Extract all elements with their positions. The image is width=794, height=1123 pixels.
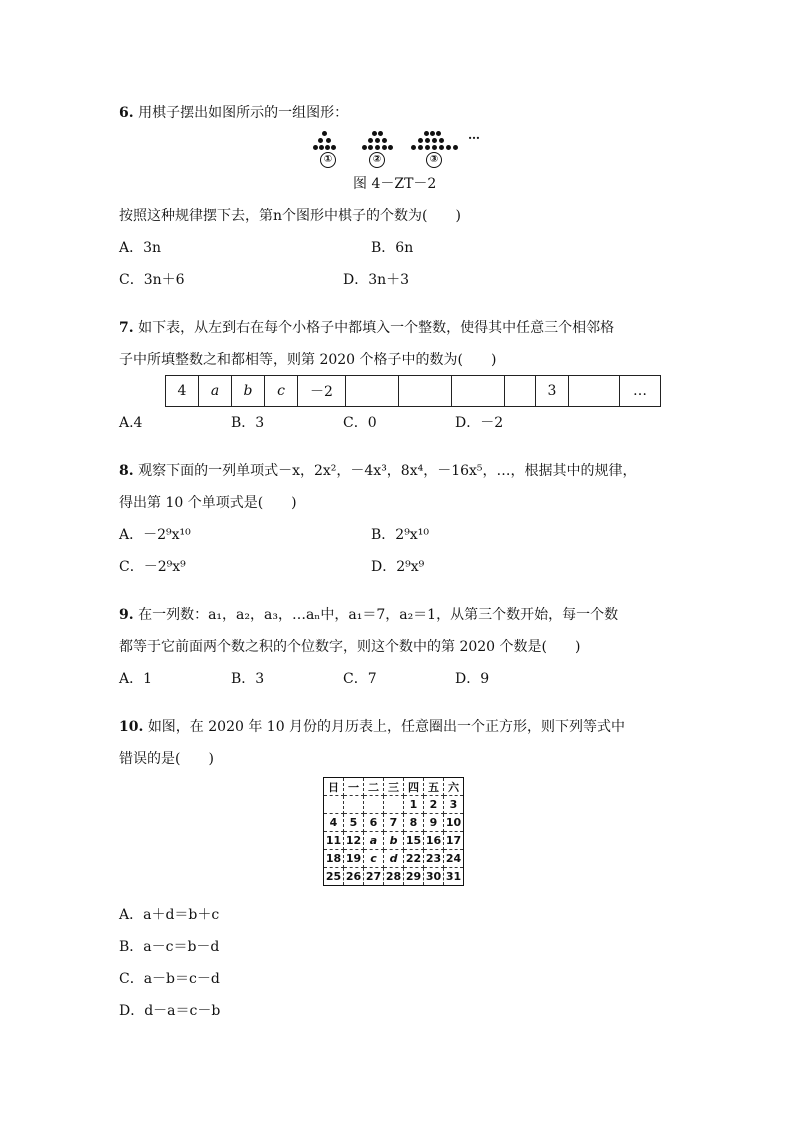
calendar-weekday: 二 [364, 778, 384, 796]
piece-dot [439, 145, 444, 150]
piece-dot [432, 145, 437, 150]
q6-stem [119, 103, 348, 123]
q7-number-strip [165, 375, 661, 407]
piece-dot [425, 145, 430, 150]
q8-option-a: A．－2⁹x¹⁰ [119, 527, 191, 543]
calendar-day: b [384, 832, 404, 850]
q7-option-c: C．0 [343, 415, 377, 431]
piece-dot [418, 145, 423, 150]
piece-dot [446, 145, 451, 150]
q10-option-a: A．a＋d＝b＋c [119, 907, 220, 923]
piece-dot [318, 138, 323, 143]
q6-stem-text: 用棋子摆出如图所示的一组图形： [138, 105, 349, 121]
piece-dot [382, 138, 387, 143]
q8-stem-line1 [119, 461, 637, 481]
fig-label-3: ③ [426, 152, 442, 168]
strip-cell: －2 [298, 376, 346, 407]
piece-dot [375, 138, 380, 143]
calendar-day: 2 [424, 796, 444, 814]
q10-stem-line2: 错误的是( ) [119, 751, 214, 767]
calendar-day: a [364, 832, 384, 850]
calendar-day: 4 [324, 814, 344, 832]
calendar-day: 19 [344, 850, 364, 868]
q10-number: 10. [119, 719, 144, 735]
q9-option-b: B．3 [231, 671, 265, 687]
calendar-day: 30 [424, 868, 444, 886]
figure-ellipsis: … [468, 128, 480, 142]
calendar-day: 12 [344, 832, 364, 850]
piece-dot [322, 131, 327, 136]
calendar-day: d [384, 850, 404, 868]
calendar-day: 17 [444, 832, 464, 850]
strip-cell: c [265, 376, 298, 407]
calendar-day: 5 [344, 814, 364, 832]
piece-dot [368, 138, 373, 143]
calendar-day: 27 [364, 868, 384, 886]
piece-dot [388, 145, 393, 150]
calendar-week-row [324, 850, 464, 868]
calendar-day: 8 [404, 814, 424, 832]
piece-dot [375, 145, 380, 150]
calendar-day: 18 [324, 850, 344, 868]
q7-number: 7. [119, 320, 134, 336]
strip-cell: b [232, 376, 265, 407]
q8-line1-text: 观察下面的一列单项式－x，2x²，－4x³，8x⁴，－16x⁵，…，根据其中的规律， [138, 463, 637, 479]
q10-option-b: B．a－c＝b－d [119, 939, 220, 955]
q9-option-c: C．7 [343, 671, 377, 687]
calendar-weekday: 五 [424, 778, 444, 796]
q7-stem-line1 [119, 318, 614, 338]
calendar-weekday: 四 [404, 778, 424, 796]
calendar-day: 25 [324, 868, 344, 886]
piece-dot [425, 138, 430, 143]
calendar-day: 31 [444, 868, 464, 886]
strip-cell: a [199, 376, 232, 407]
piece-dot [453, 145, 458, 150]
calendar-day: 9 [424, 814, 444, 832]
q6-figure [310, 128, 490, 168]
calendar-weekday: 三 [384, 778, 404, 796]
q6-option-a: A．3n [119, 240, 162, 256]
piece-dot [372, 131, 377, 136]
calendar-day [344, 796, 364, 814]
calendar-day: 11 [324, 832, 344, 850]
strip-cell [505, 376, 536, 407]
q8-option-d: D．2⁹x⁹ [371, 559, 425, 575]
q9-stem-line2: 都等于它前面两个数之积的个位数字，则这个数中的第 2020 个数是( ) [119, 639, 581, 655]
q8-option-b: B．2⁹x¹⁰ [371, 527, 429, 543]
piece-dot [313, 145, 318, 150]
q7-stem-line2: 子中所填整数之和都相等，则第 2020 个格子中的数为( ) [119, 352, 497, 368]
fig-label-2: ② [369, 152, 385, 168]
piece-dot [319, 145, 324, 150]
calendar-weekday: 六 [444, 778, 464, 796]
piece-dot [439, 138, 444, 143]
q6-option-d: D．3n＋3 [343, 272, 410, 288]
calendar-day [384, 796, 404, 814]
q9-number: 9. [119, 607, 134, 623]
calendar-header-row [324, 778, 464, 796]
calendar-day: 10 [444, 814, 464, 832]
piece-dot [424, 131, 429, 136]
calendar-week-row [324, 796, 464, 814]
piece-dot [430, 131, 435, 136]
calendar-week-row [324, 868, 464, 886]
q10-option-d: D．d－a＝c－b [119, 1003, 221, 1019]
calendar-day: 29 [404, 868, 424, 886]
calendar-day: c [364, 850, 384, 868]
piece-dot [325, 145, 330, 150]
q9-option-a: A．1 [119, 671, 153, 687]
calendar-day: 26 [344, 868, 364, 886]
q7-option-b: B．3 [231, 415, 265, 431]
q6-figure-caption: 图 4－ZT－2 [353, 176, 437, 192]
strip-cell: 4 [166, 376, 199, 407]
q6-option-c: C．3n＋6 [119, 272, 185, 288]
piece-dot [362, 145, 367, 150]
q10-stem-line1 [119, 717, 625, 737]
q7-option-d: D．－2 [455, 415, 504, 431]
piece-dot [411, 145, 416, 150]
calendar-weekday: 一 [344, 778, 364, 796]
q6-option-b: B．6n [371, 240, 414, 256]
calendar-day: 23 [424, 850, 444, 868]
q7-option-a: A.4 [119, 415, 143, 431]
fig-label-1: ① [320, 152, 336, 168]
piece-dot [418, 138, 423, 143]
q6-number: 6. [119, 105, 134, 121]
piece-dot [326, 138, 331, 143]
q10-line1-text: 如图，在 2020 年 10 月份的月历表上，任意圈出一个正方形，则下列等式中 [147, 719, 626, 735]
q9-stem-line1 [119, 605, 618, 625]
strip-cell: 3 [536, 376, 569, 407]
calendar-day: 22 [404, 850, 424, 868]
calendar-day: 15 [404, 832, 424, 850]
strip-cell [569, 376, 620, 407]
calendar-week-row [324, 832, 464, 850]
calendar-day: 24 [444, 850, 464, 868]
strip-cell [346, 376, 399, 407]
piece-dot [378, 131, 383, 136]
q10-option-c: C．a－b＝c－d [119, 971, 220, 987]
q8-number: 8. [119, 463, 134, 479]
piece-dot [331, 145, 336, 150]
q8-stem-line2: 得出第 10 个单项式是( ) [119, 495, 297, 511]
calendar-day: 1 [404, 796, 424, 814]
calendar-day: 6 [364, 814, 384, 832]
piece-dot [436, 131, 441, 136]
piece-dot [382, 145, 387, 150]
q7-line1-text: 如下表，从左到右在每个小格子中都填入一个整数，使得其中任意三个相邻格 [138, 320, 615, 336]
calendar-day: 7 [384, 814, 404, 832]
calendar-week-row [324, 814, 464, 832]
strip-cell: … [620, 376, 661, 407]
calendar-day [324, 796, 344, 814]
q9-line1-text: 在一列数：a₁，a₂，a₃，…aₙ中，a₁＝7，a₂＝1，从第三个数开始，每一个数 [138, 607, 619, 623]
q10-calendar [323, 777, 464, 886]
q8-option-c: C．－2⁹x⁹ [119, 559, 186, 575]
calendar-day [364, 796, 384, 814]
strip-cell [452, 376, 505, 407]
q9-option-d: D．9 [455, 671, 490, 687]
calendar-day: 16 [424, 832, 444, 850]
calendar-day: 28 [384, 868, 404, 886]
piece-dot [432, 138, 437, 143]
q6-question: 按照这种规律摆下去，第n个图形中棋子的个数为( ) [119, 208, 461, 224]
strip-cell [399, 376, 452, 407]
calendar-weekday: 日 [324, 778, 344, 796]
piece-dot [368, 145, 373, 150]
calendar-day: 3 [444, 796, 464, 814]
